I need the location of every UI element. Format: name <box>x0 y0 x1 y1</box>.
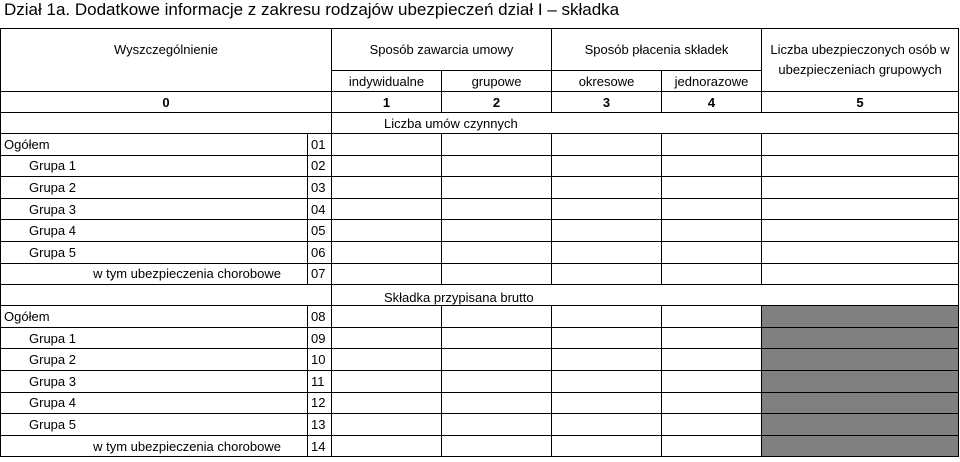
input-cell[interactable] <box>662 134 762 156</box>
col-number-5: 5 <box>762 92 959 113</box>
row-label: Grupa 3 <box>1 198 308 220</box>
input-cell[interactable] <box>662 155 762 177</box>
input-cell[interactable] <box>332 349 442 371</box>
input-cell[interactable] <box>552 263 662 285</box>
input-cell[interactable] <box>332 263 442 285</box>
col-number-4: 4 <box>662 92 762 113</box>
row-code: 04 <box>308 198 332 220</box>
row-code: 12 <box>308 392 332 414</box>
input-cell[interactable] <box>662 327 762 349</box>
row-code: 02 <box>308 155 332 177</box>
input-cell[interactable] <box>442 349 552 371</box>
row-label: Grupa 4 <box>1 220 308 242</box>
input-cell[interactable] <box>662 306 762 328</box>
row-code: 14 <box>308 435 332 457</box>
input-cell[interactable] <box>332 414 442 436</box>
disabled-cell <box>762 370 959 392</box>
col-number-0: 0 <box>1 92 332 113</box>
table-row <box>1 241 959 263</box>
table-row <box>1 177 959 199</box>
input-cell[interactable] <box>552 198 662 220</box>
input-cell[interactable] <box>762 177 959 199</box>
col-number-3: 3 <box>552 92 662 113</box>
row-code: 03 <box>308 177 332 199</box>
row-label: Grupa 5 <box>1 241 308 263</box>
disabled-cell <box>762 392 959 414</box>
row-label: Grupa 2 <box>1 349 308 371</box>
table-row <box>1 306 959 328</box>
input-cell[interactable] <box>762 220 959 242</box>
input-cell[interactable] <box>662 263 762 285</box>
input-cell[interactable] <box>762 263 959 285</box>
input-cell[interactable] <box>332 306 442 328</box>
table-row <box>1 263 959 285</box>
row-code: 08 <box>308 306 332 328</box>
header-sposob-zawarcia: Sposób zawarcia umowy <box>332 29 552 71</box>
data-table <box>0 28 959 457</box>
input-cell[interactable] <box>552 220 662 242</box>
input-cell[interactable] <box>662 435 762 457</box>
header-sposob-placenia: Sposób płacenia składek <box>552 29 762 71</box>
section-header-row <box>1 113 959 134</box>
table-row <box>1 327 959 349</box>
input-cell[interactable] <box>552 177 662 199</box>
header-indywidualne: indywidualne <box>332 71 442 92</box>
input-cell[interactable] <box>762 198 959 220</box>
row-label: Grupa 1 <box>1 327 308 349</box>
input-cell[interactable] <box>762 155 959 177</box>
input-cell[interactable] <box>552 306 662 328</box>
disabled-cell <box>762 306 959 328</box>
input-cell[interactable] <box>552 435 662 457</box>
row-label: Grupa 4 <box>1 392 308 414</box>
input-cell[interactable] <box>332 370 442 392</box>
disabled-cell <box>762 414 959 436</box>
row-code: 09 <box>308 327 332 349</box>
row-label: Grupa 5 <box>1 414 308 436</box>
row-code: 06 <box>308 241 332 263</box>
input-cell[interactable] <box>442 134 552 156</box>
input-cell[interactable] <box>662 177 762 199</box>
table-row <box>1 220 959 242</box>
input-cell[interactable] <box>552 327 662 349</box>
row-code: 05 <box>308 220 332 242</box>
table-row <box>1 370 959 392</box>
input-cell[interactable] <box>332 177 442 199</box>
input-cell[interactable] <box>552 134 662 156</box>
col-number-1: 1 <box>332 92 442 113</box>
input-cell[interactable] <box>552 370 662 392</box>
row-label: Ogółem <box>1 306 308 328</box>
input-cell[interactable] <box>442 392 552 414</box>
header-row-1 <box>1 29 959 50</box>
row-label: Grupa 2 <box>1 177 308 199</box>
input-cell[interactable] <box>442 435 552 457</box>
header-jednorazowe: jednorazowe <box>662 71 762 92</box>
input-cell[interactable] <box>442 263 552 285</box>
section-title: Liczba umów czynnych <box>332 113 959 134</box>
disabled-cell <box>762 349 959 371</box>
header-okresowe: okresowe <box>552 71 662 92</box>
input-cell[interactable] <box>332 220 442 242</box>
input-cell[interactable] <box>442 241 552 263</box>
row-code: 11 <box>308 370 332 392</box>
page-title: Dział 1a. Dodatkowe informacje z zakresu rodzajów ubezpieczeń dział I – składka <box>4 0 620 19</box>
disabled-cell <box>762 435 959 457</box>
input-cell[interactable] <box>552 349 662 371</box>
table-row <box>1 435 959 457</box>
input-cell[interactable] <box>332 155 442 177</box>
input-cell[interactable] <box>662 392 762 414</box>
row-label: w tym ubezpieczenia chorobowe <box>1 263 308 285</box>
input-cell[interactable] <box>552 392 662 414</box>
input-cell[interactable] <box>552 241 662 263</box>
col-number-2: 2 <box>442 92 552 113</box>
input-cell[interactable] <box>662 370 762 392</box>
table-row <box>1 414 959 436</box>
input-cell[interactable] <box>662 198 762 220</box>
input-cell[interactable] <box>332 392 442 414</box>
disabled-cell <box>762 327 959 349</box>
input-cell[interactable] <box>442 155 552 177</box>
input-cell[interactable] <box>442 306 552 328</box>
table-row <box>1 198 959 220</box>
column-number-row <box>1 92 959 113</box>
row-label: Ogółem <box>1 134 308 156</box>
input-cell[interactable] <box>662 241 762 263</box>
table-row <box>1 155 959 177</box>
input-cell[interactable] <box>332 435 442 457</box>
row-code: 10 <box>308 349 332 371</box>
input-cell[interactable] <box>762 241 959 263</box>
input-cell[interactable] <box>332 241 442 263</box>
table-row <box>1 392 959 414</box>
header-liczba-ubezpieczonych: Liczba ubezpieczonych osób w ubezpieczeniach grupowych <box>762 29 959 92</box>
row-label: w tym ubezpieczenia chorobowe <box>1 435 308 457</box>
input-cell[interactable] <box>332 327 442 349</box>
input-cell[interactable] <box>442 370 552 392</box>
section-spacer <box>1 285 332 306</box>
table-row <box>1 349 959 371</box>
header-wyszczegolnienie: Wyszczególnienie <box>1 29 332 71</box>
input-cell[interactable] <box>332 134 442 156</box>
input-cell[interactable] <box>662 414 762 436</box>
table-row <box>1 134 959 156</box>
row-label: Grupa 1 <box>1 155 308 177</box>
input-cell[interactable] <box>762 134 959 156</box>
input-cell[interactable] <box>442 220 552 242</box>
header-grupowe: grupowe <box>442 71 552 92</box>
row-code: 01 <box>308 134 332 156</box>
row-code: 13 <box>308 414 332 436</box>
section-spacer <box>1 113 332 134</box>
input-cell[interactable] <box>332 198 442 220</box>
section-header-row <box>1 285 959 306</box>
row-code: 07 <box>308 263 332 285</box>
input-cell[interactable] <box>442 327 552 349</box>
input-cell[interactable] <box>552 155 662 177</box>
input-cell[interactable] <box>442 198 552 220</box>
header-blank <box>1 71 332 92</box>
input-cell[interactable] <box>662 220 762 242</box>
section-title: Składka przypisana brutto <box>332 285 959 306</box>
input-cell[interactable] <box>442 177 552 199</box>
row-label: Grupa 3 <box>1 370 308 392</box>
input-cell[interactable] <box>442 414 552 436</box>
input-cell[interactable] <box>552 414 662 436</box>
input-cell[interactable] <box>662 349 762 371</box>
